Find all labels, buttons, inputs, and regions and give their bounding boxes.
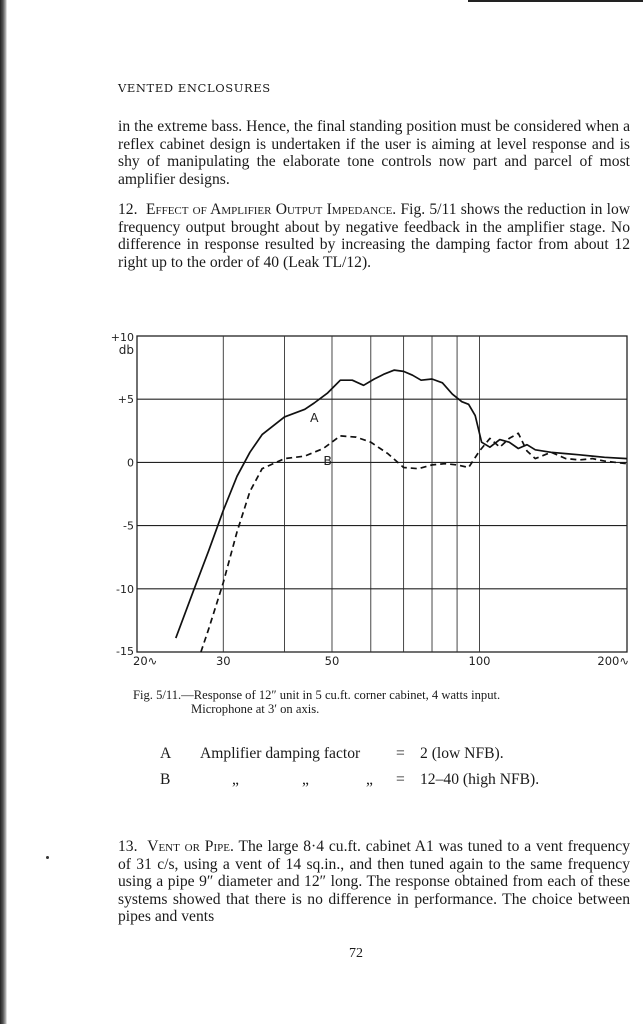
legend-a-value: 2 (low NFB). [420, 745, 504, 762]
chart-grid [137, 336, 627, 652]
section-13-heading: Vent or Pipe. [147, 838, 234, 855]
curve-label-b: B [323, 452, 332, 468]
legend-a-letter: A [160, 745, 172, 762]
top-rule [468, 0, 643, 2]
running-head: VENTED ENCLOSURES [118, 81, 271, 95]
section-13-text: The large 8·4 cu.ft. cabinet A1 was tuned to a vent frequency of 31 c/s, using a vent of 14 sq.in., and then tuned again to the same frequency using a pipe 9″ diameter and 12″ long. The response obtained from each of these systems showed that there is no difference in performance. The choice between pipes and vents [118, 838, 631, 925]
section-13-number: 13. [118, 838, 138, 855]
x-tick-label: 50 [324, 654, 340, 668]
x-tick-label: 20∿ [133, 654, 158, 668]
section-12-heading: Effect of Amplifier Output Impedance. [145, 201, 397, 218]
paragraph-standing-position: in the extreme bass. Hence, the final standing position must be considered when a reflex cabinet design is undertaken if the user is aiming at level response and is shy of manipulating the elaborate tone controls now part and parcel of most amplifier designs. [118, 118, 630, 188]
chart-annotations [310, 410, 332, 468]
y-axis-label: db [118, 343, 134, 357]
y-tick-label: -5 [123, 519, 134, 533]
section-13-paragraph [118, 838, 630, 926]
legend-b-ditto-3: „ [366, 771, 373, 788]
section-12-paragraph [118, 201, 630, 271]
x-tick-label: 200∿ [597, 654, 629, 668]
legend-b-equals: = [396, 771, 405, 788]
caption-line-1: Fig. 5/11.—Response of 12″ unit in 5 cu.ft. corner cabinet, 4 watts input. [133, 688, 501, 702]
response-chart [100, 324, 630, 674]
caption-line-2: Microphone at 3′ on axis. [191, 702, 320, 716]
series-line-b [201, 433, 627, 652]
section-12-number: 12. [118, 201, 138, 218]
x-tick-label: 100 [468, 654, 491, 668]
y-tick-label: 0 [127, 456, 134, 470]
legend-a-equals: = [396, 745, 405, 762]
chart-frame [137, 336, 627, 652]
margin-dot [46, 856, 49, 859]
legend-b-ditto-2: „ [302, 771, 309, 788]
figure-caption [133, 688, 633, 716]
curve-label-a: A [309, 409, 319, 425]
binding-edge [0, 0, 7, 1024]
legend-b-ditto-1: „ [232, 771, 239, 788]
y-tick-label: -10 [116, 582, 134, 596]
section-12-text: Fig. 5/11 shows the reduction in low frequency output brought about by negative feedback in the amplifier stage. No difference in response resulted by increasing the damping factor from about 12 right up to the order of 40 (Leak TL/12). [118, 201, 631, 271]
x-tick-label: 30 [215, 654, 231, 668]
legend-b-letter: B [160, 771, 171, 788]
series-line-a [176, 370, 627, 638]
legend-b-value: 12–40 (high NFB). [420, 771, 540, 788]
legend-a-text: Amplifier damping factor [200, 745, 361, 762]
y-tick-label: -15 [116, 645, 134, 658]
y-tick-label: +10 [110, 331, 134, 344]
page-number: 72 [349, 946, 363, 961]
y-tick-label: +5 [117, 393, 134, 407]
chart-series [176, 370, 627, 652]
